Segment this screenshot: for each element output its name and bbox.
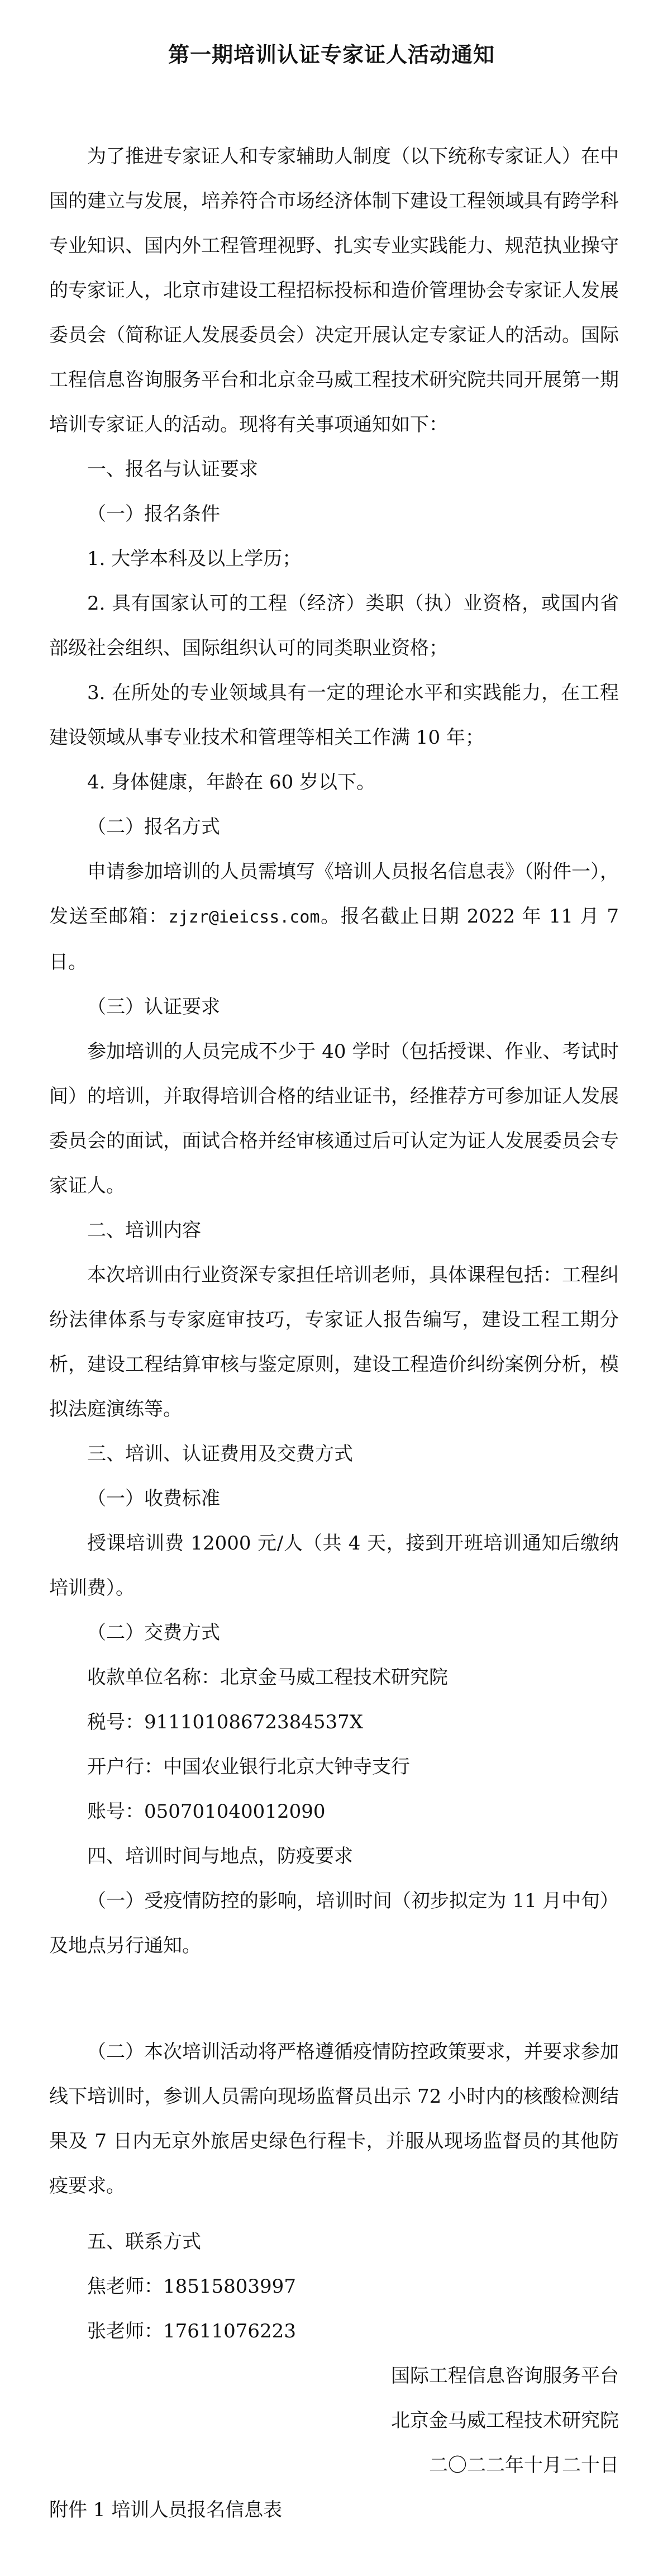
section-1-heading: 一、报名与认证要求 <box>87 458 258 481</box>
cert-paragraph: 参加培训的人员完成不少于 40 学时（包括授课、作业、考试时间）的培训，并取得培训合格的结业证书，经推荐方可参加证人发展委员会的面试，面试合格并经审核通过后可认定为证人发展委员会专家证人。 <box>49 1040 619 1197</box>
section-1-sub-3: （三）认证要求 <box>87 996 220 1018</box>
section-1-sub-2: （二）报名方式 <box>87 816 220 838</box>
section-3-heading: 三、培训、认证费用及交费方式 <box>87 1443 353 1465</box>
schedule-paragraph: （一）受疫情防控的影响，培训时间（初步拟定为 11 月中旬）及地点另行通知。 <box>49 1890 619 1957</box>
bank-line: 开户行：中国农业银行北京大钟寺支行 <box>87 1756 410 1778</box>
notice-body <box>49 134 619 2532</box>
section-2-heading: 二、培训内容 <box>87 1219 201 1242</box>
contact-zhang: 张老师：17611076223 <box>87 2320 296 2342</box>
epidemic-paragraph: （二）本次培训活动将严格遵循疫情防控政策要求，并要求参加线下培训时，参训人员需向现场监督员出示 72 小时内的核酸检测结果及 7 日内无京外旅居史绿色行程卡，并服从现场监督员的其他防疫要求。 <box>49 2041 619 2197</box>
section-3-sub-1: （一）收费标准 <box>87 1487 220 1510</box>
attachment-line[interactable]: 附件 1 培训人员报名信息表 <box>49 2499 283 2521</box>
training-content-paragraph: 本次培训由行业资深专家担任培训老师，具体课程包括：工程纠纷法律体系与专家庭审技巧，专家证人报告编写，建设工程工期分析，建设工程结算审核与鉴定原则，建设工程造价纠纷案例分析，模拟法庭演练等。 <box>49 1264 619 1420</box>
section-5-heading: 五、联系方式 <box>87 2231 201 2253</box>
section-4-heading: 四、培训时间与地点，防疫要求 <box>87 1845 353 1867</box>
requirement-item-1: 1. 大学本科及以上学历； <box>87 548 302 570</box>
section-1-sub-1: （一）报名条件 <box>87 503 220 525</box>
tax-id-line: 税号：91110108672384537X <box>87 1711 363 1733</box>
requirement-item-2: 2. 具有国家认可的工程（经济）类职（执）业资格，或国内省部级社会组织、国际组织认可的同类职业资格； <box>49 592 619 659</box>
email-link[interactable]: zjzr@ieicss.com <box>168 907 320 927</box>
intro-paragraph: 为了推进专家证人和专家辅助人制度（以下统称专家证人）在中国的建立与发展，培养符合市场经济体制下建设工程领域具有跨学科专业知识、国内外工程管理视野、扎实专业实践能力、规范执业操守的专家证人，北京市建设工程招标投标和造价管理协会专家证人发展委员会（简称证人发展委员会）决定开展认定专家证人的活动。国际工程信息咨询服务平台和北京金马威工程技术研究院共同开展第一期培训专家证人的活动。现将有关事项通知如下： <box>49 145 619 436</box>
section-3-sub-2: （二）交费方式 <box>87 1622 220 1644</box>
account-line: 账号：050701040012090 <box>87 1800 326 1823</box>
apply-paragraph <box>49 849 619 985</box>
apply-text-post: 。报名截止日期 2022 年 11 月 7 日。 <box>49 905 619 973</box>
signature-org-1: 国际工程信息咨询服务平台 <box>391 2365 619 2387</box>
requirement-item-3: 3. 在所处的专业领域具有一定的理论水平和实践能力，在工程建设领域从事专业技术和管理等相关工作满 10 年； <box>49 682 619 749</box>
payee-line: 收款单位名称：北京金马威工程技术研究院 <box>87 1666 448 1689</box>
signature-org-2: 北京金马威工程技术研究院 <box>391 2409 619 2432</box>
signature-date: 二〇二二年十月二十日 <box>429 2454 619 2477</box>
page-title: 第一期培训认证专家证人活动通知 <box>168 42 495 67</box>
apply-text-pre: 申请参加培训的人员需填写《培训人员报名信息表》（附件一），发送至邮箱： <box>49 861 619 928</box>
contact-jiao: 焦老师：18515803997 <box>87 2275 296 2298</box>
requirement-item-4: 4. 身体健康，年龄在 60 岁以下。 <box>87 771 376 793</box>
fee-paragraph: 授课培训费 12000 元/人（共 4 天，接到开班培训通知后缴纳培训费）。 <box>49 1532 619 1599</box>
